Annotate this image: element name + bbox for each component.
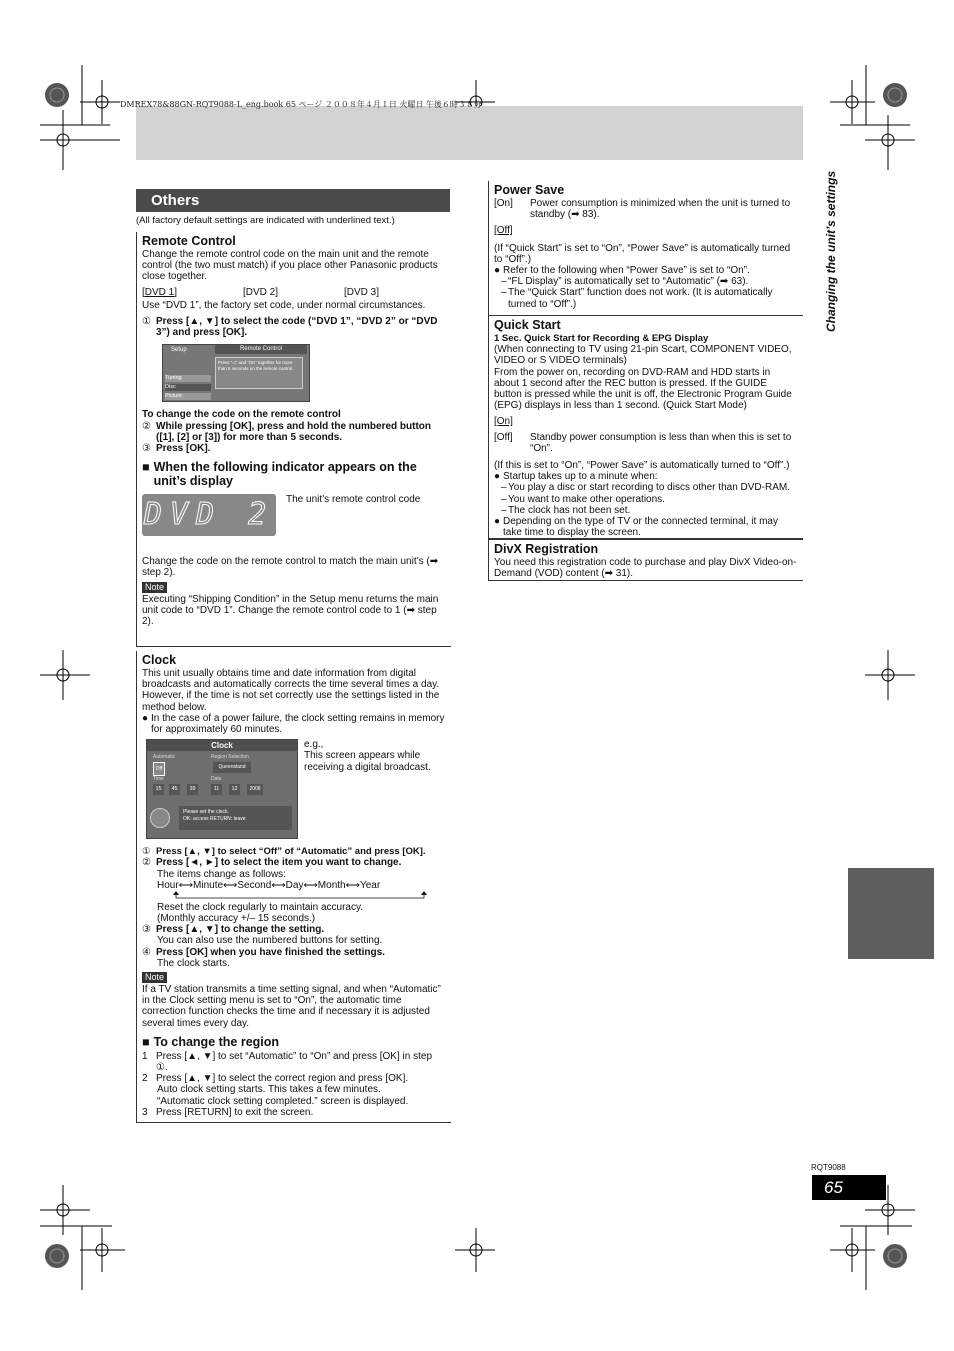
side-tab-label: Changing the unit’s settings [824, 170, 838, 332]
display-caption: The unit’s remote control code [286, 494, 421, 506]
clock-eg-text: This screen appears while receiving a digital broadcast. [304, 750, 431, 773]
remote-opt-dvd3: [DVD 3] [344, 286, 380, 298]
file-header: DMREX78&88GN-RQT9088-L_eng.book 65 ページ ２００８年４月１日 火曜日 午後６時３８分 [120, 100, 482, 109]
clock-bullet: ● In the case of a power failure, the clock setting remains in memory for approximately 60 minutes. [142, 712, 445, 736]
cycle-return-arrow [172, 891, 432, 901]
quick-on-option: [On] [494, 416, 513, 428]
header-bar [136, 106, 803, 160]
divx-text: You need this registration code to purchase and play DivX Video-on-Demand (VOD) content (➡ 31). [494, 557, 797, 580]
region-step-3: 3 Press [RETURN] to exit the screen. [142, 1106, 314, 1118]
divx-section [488, 539, 803, 581]
page-title: Others [136, 189, 450, 212]
doc-code: RQT9088 [811, 1163, 846, 1172]
quick-start-section: Quick Start 1 Sec. Quick Start for Recording & EPG Display (When connecting to TV using 21-pin Scart, COMPONENT VIDEO, VIDEO or S VIDEO terminals) From the power on, recording on DVD-RAM and HDD starts in about 1 second after the REC button is pressed. If the GUIDE button is pressed while the unit is off, the Electronic Program Guide (EPG) displays in less than 1 second. (Quick Start Mode) [On] [Off] Standby power consumption is less than when this is set to “On”. (If this is set to “On”, “Power Save” is automatically turned to “Off”.) ● Startup takes up to a minute when: – You play a disc or start recording to discs other than DVD-RAM. – You want to make other operations. – The clock has not been set. ● Depending on the type of TV or the connected terminal, it may take time to display the screen. [488, 316, 803, 539]
divx-heading: DivX Registration [494, 542, 599, 556]
power-heading: Power Save [494, 183, 565, 197]
side-tab-block [848, 868, 934, 959]
clock-heading: Clock [142, 653, 177, 667]
power-note: (If “Quick Start” is set to “On”, “Power Save” is automatically turned to “Off”.) [494, 242, 791, 265]
remote-change-head: To change the code on the remote control [142, 409, 341, 421]
remote-setup-screen: Setup Remote Control Press “◁” and “OK” together for more than 5 seconds on the remote control. Tuning Disc Picture [162, 344, 310, 402]
clock-step-4: ④ Press [OK] when you have finished the settings. [142, 946, 385, 958]
remote-change-note: Change the code on the remote control to match the main unit’s (➡ step 2). [142, 556, 439, 579]
remote-note-text: Executing “Shipping Condition” in the Setup menu returns the main unit code to “DVD 1”. Change the remote control code to 1 (➡ step 2). [142, 593, 439, 628]
defaults-note: (All factory default settings are indicated with underlined text.) [136, 215, 395, 226]
remote-control-section [136, 232, 451, 647]
power-save-section: Power Save [On] Power consumption is minimized when the unit is turned to standby (➡ 83). [Off] (If “Quick Start” is set to “On”, “Power Save” is automatically turned to “Off”.) ● Refer to the following when “Power Save” is set to “On”. – “FL Display” is automatically set to “Automatic” (➡ 63). – The “Quick Start” function does not work. (It is automatically turned to “Off”.) [488, 181, 803, 316]
remote-step-3: ③ Press [OK]. [142, 443, 211, 455]
remote-note-label: Note [142, 582, 167, 593]
power-off-option: [Off] [494, 225, 513, 237]
unit-display-panel [142, 494, 276, 536]
remote-use-note: Use “DVD 1”, the factory set code, under normal circumstances. [142, 299, 426, 311]
clock-step-1: ① Press [▲, ▼] to select “Off” of “Automatic” and press [OK]. [142, 846, 426, 858]
clock-section: Clock This unit usually obtains time and date information from digital broadcasts and automatically corrects the time several times a day. However, if the time is not set correctly use the settings listed in the method below. ● In the case of a power failure, the clock setting remains in memory for approximately 60 minutes. Clock Automatic Off Region Selection Queensland Time Date 15 45 39 11 12 2008 Please set the clock. OK: access RETURN: leave e.g., This screen appears while receiving a digital broadcast. ① Press [▲, ▼] to select “Off” of “Automatic” and press [OK]. ② Press [◄, ►] to select the item you want to change. The items change as follows: Hour⟷Minute⟷Second⟷Day⟷Month⟷Year Reset the clock regularly to maintain accuracy. (Monthly accuracy +/– 15 seconds.) ③ Press [▲, ▼] to change the setting. You can also use the numbered buttons for setting. ④ Press [OK] when you have finished the settings. The clock starts. Note If a TV station transmits a time setting signal, and when “Automatic” in the Clock setting menu is set to “On”, the automatic time correction function checks the time and if necessary it is adjusted several times every day. ■ To change the region 1 Press [▲, ▼] to set “Automatic” to “On” and press [OK] in step ①. 2 Press [▲, ▼] to select the correct region and press [OK]. Auto clock setting starts. This takes a few minutes. “Automatic clock setting completed.” screen is displayed. 3 Press [RETURN] to exit the screen. [136, 651, 451, 1123]
remote-intro: Change the remote control code on the main unit and the remote control (the two must match) if you place other Panasonic products close together. [142, 249, 438, 283]
quick-heading: Quick Start [494, 318, 561, 332]
clock-screen-row [142, 739, 445, 839]
clock-note-label: Note [142, 972, 167, 983]
display-row [142, 494, 445, 536]
remote-heading: Remote Control [142, 234, 236, 248]
clock-cycle: Hour⟷Minute⟷Second⟷Day⟷Month⟷Year [142, 880, 445, 902]
quick-subheading: 1 Sec. Quick Start for Recording & EPG Display [494, 333, 709, 344]
clock-eg: e.g., [304, 739, 324, 751]
remote-step-2: ② While pressing [OK], press and hold the numbered button ([1], [2] or [3]) for more than 5 seconds. [142, 420, 432, 443]
page-number: 65 [812, 1175, 886, 1200]
clock-note-text: If a TV station transmits a time setting signal, and when “Automatic” in the Clock setting menu is set to “On”, the automatic time correction function checks the time and if necessary it is adjusted several times every day. [142, 984, 441, 1029]
clock-step-2: ② Press [◄, ►] to select the item you want to change. [142, 857, 402, 869]
remote-opt-dvd2: [DVD 2] [243, 286, 279, 298]
region-subheading: ■ To change the region [142, 1034, 280, 1049]
unit-display-text: DVD 2 [143, 497, 275, 533]
clock-screen: Clock Automatic Off Region Selection Queensland Time Date 15 45 39 11 12 2008 Please set the clock. OK: access RETURN: leave [146, 739, 298, 839]
region-step-2: 2 Press [▲, ▼] to select the correct region and press [OK]. [142, 1073, 409, 1085]
remote-opt-dvd1: [DVD 1] [142, 286, 178, 298]
clock-step-3: ③ Press [▲, ▼] to change the setting. [142, 924, 325, 936]
remote-options [142, 287, 445, 298]
quick-off-option: [Off] Standby power consumption is less than when this is set to “On”. [494, 431, 792, 454]
region-step-1: 1 Press [▲, ▼] to set “Automatic” to “On” and press [OK] in step ①. [142, 1050, 433, 1074]
remote-dial-icon [150, 808, 170, 828]
power-on-option: [On] Power consumption is minimized when the unit is turned to standby (➡ 83). [494, 198, 791, 221]
clock-intro: This unit usually obtains time and date information from digital broadcasts and automatically corrects the time several times a day. However, if the time is not set correctly use the settings listed in the method below. [142, 668, 440, 713]
remote-step-1: ① Press [▲, ▼] to select the code (“DVD 1”, “DVD 2” or “DVD 3”) and press [OK]. [142, 316, 438, 339]
indicator-subheading: ■ When the following indicator appears on the unit’s display [142, 460, 417, 489]
